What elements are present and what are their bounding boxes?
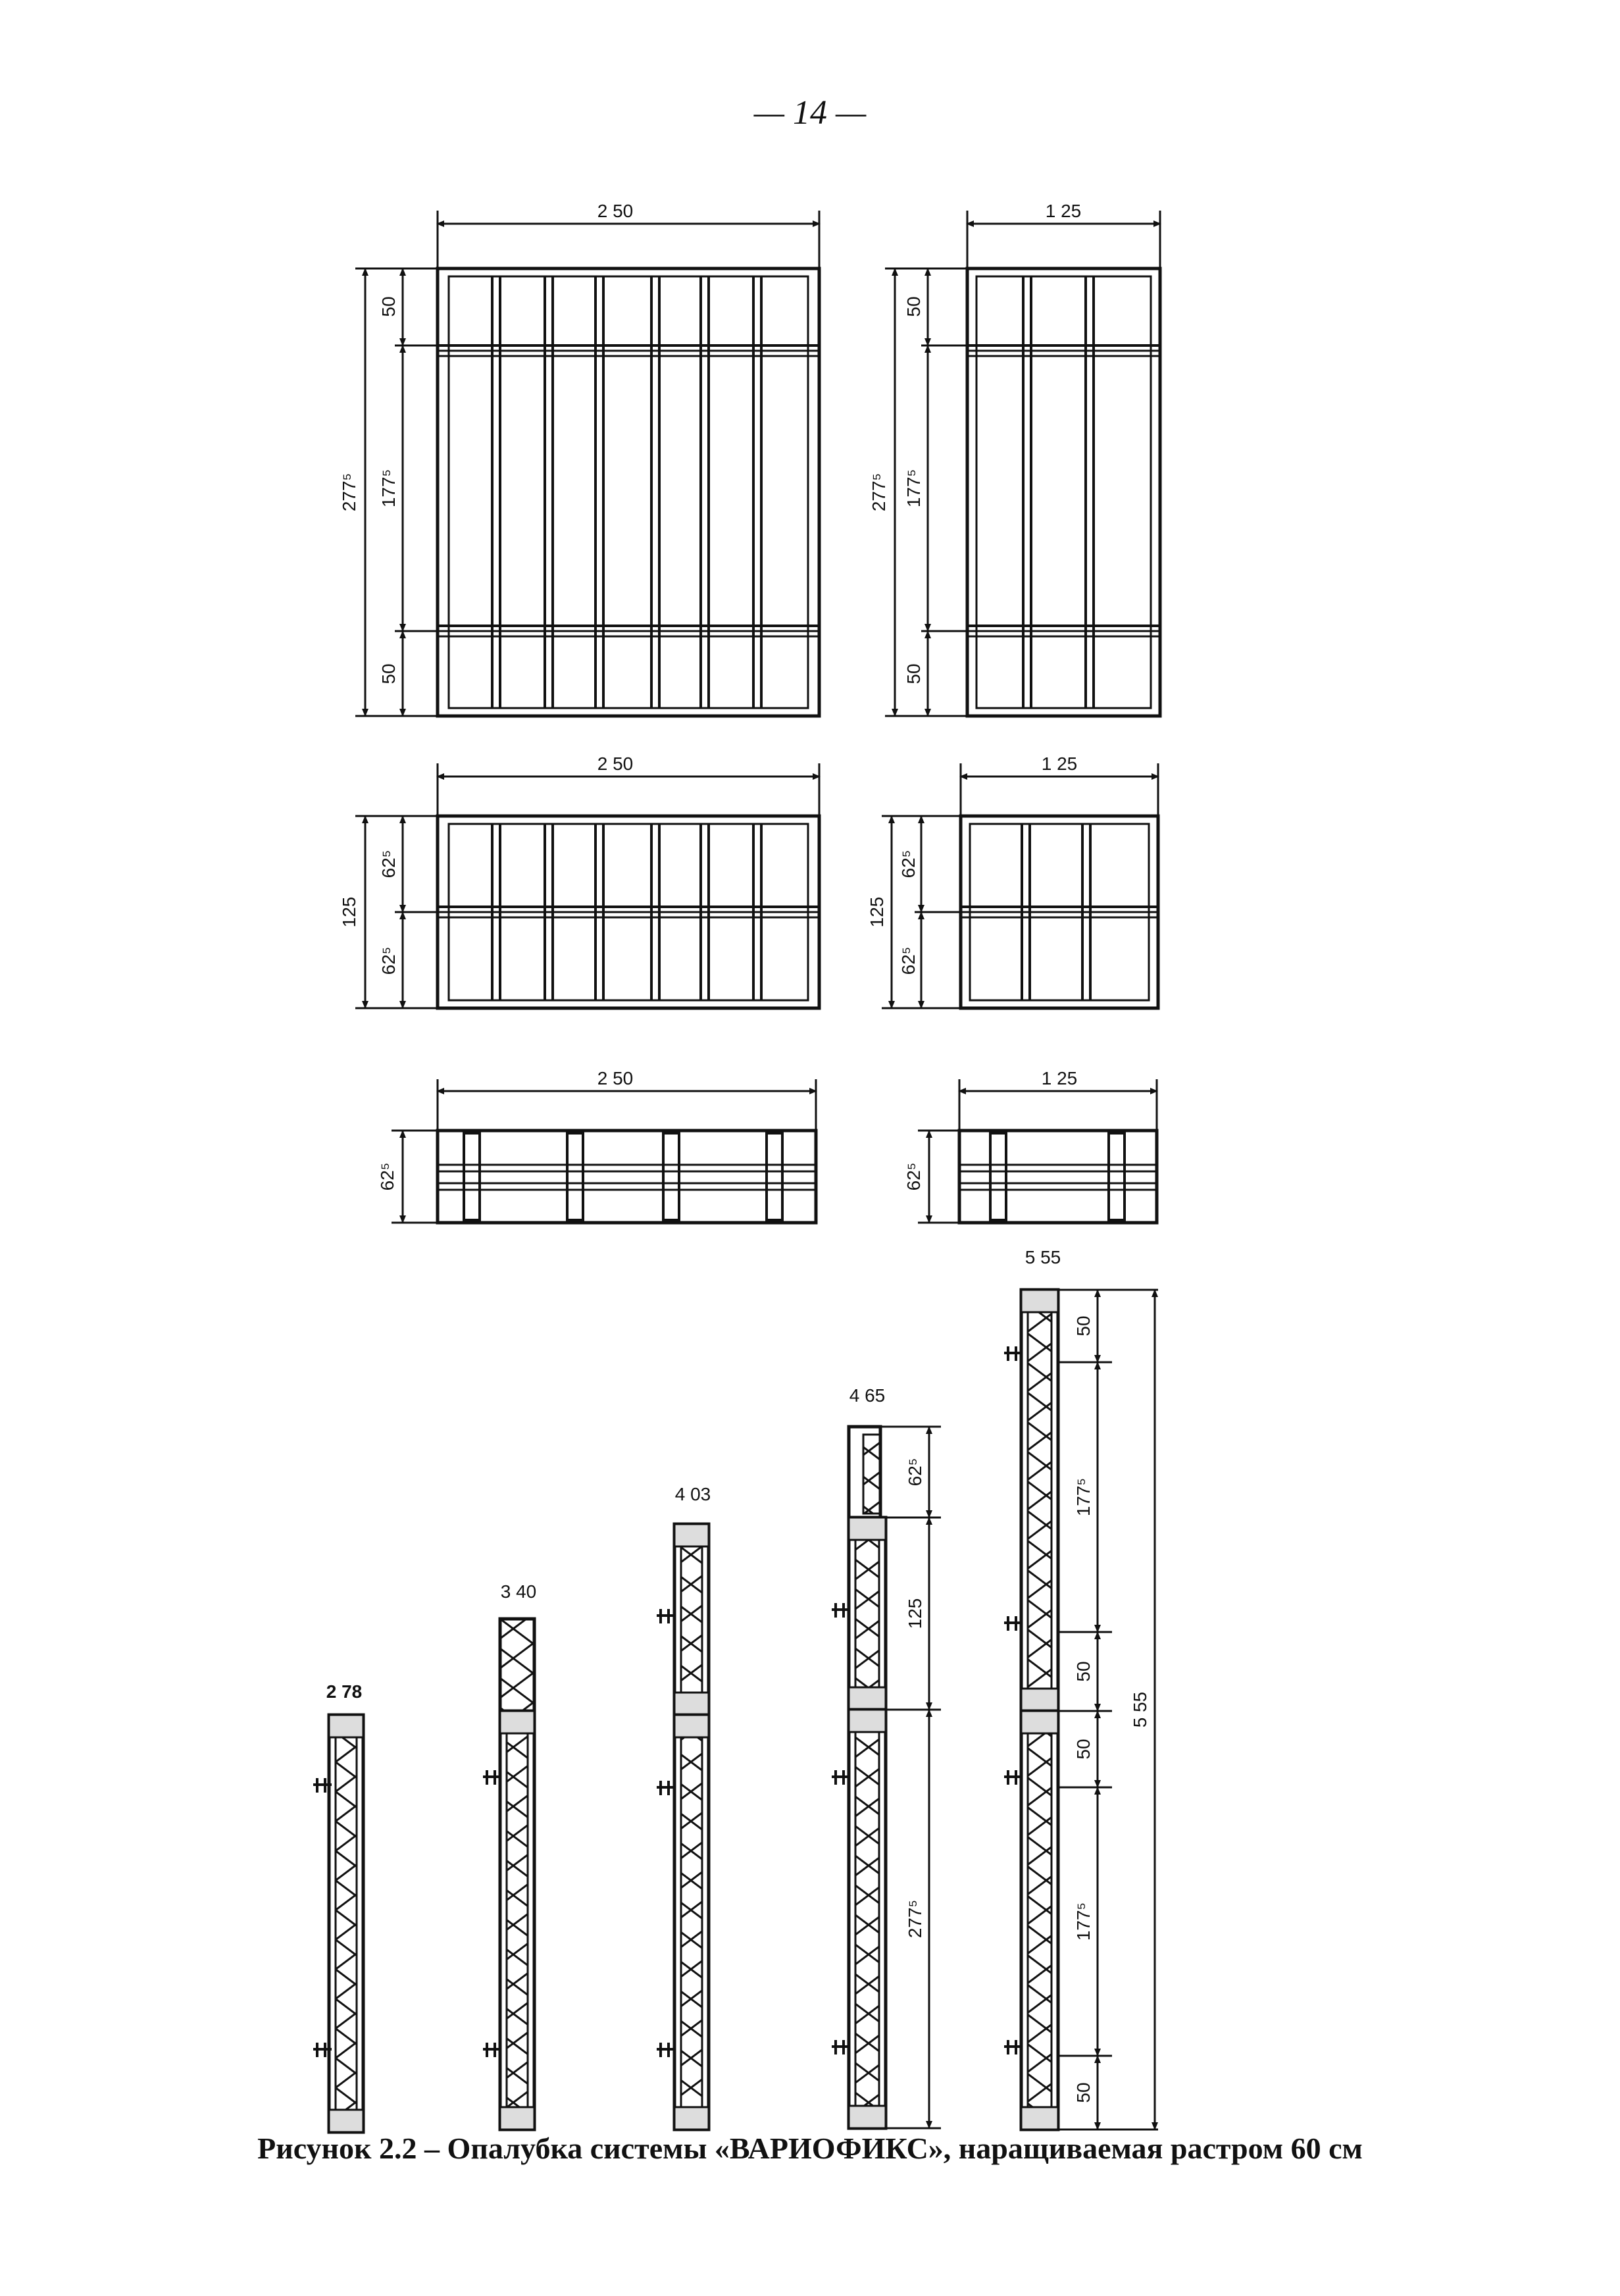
assembly-465: [832, 1427, 941, 2128]
panel-large-tall: [355, 211, 820, 716]
panel-small-mid: [882, 763, 1159, 1008]
panel-small-short: [918, 1079, 1157, 1223]
small-tall-mid-label: 177⁵: [903, 469, 924, 508]
assembly-403-height-label: 4 03: [674, 1484, 711, 1504]
assembly-278: [313, 1715, 363, 2132]
large-mid-upper-label: 62⁵: [378, 850, 399, 879]
small-short-width-label: 1 25: [1041, 1068, 1078, 1088]
small-mid-upper-label: 62⁵: [898, 850, 919, 879]
panel-large-mid: [355, 763, 820, 1008]
assembly-465-seg-mid-label: 125: [905, 1598, 925, 1629]
assembly-555-total-label: 5 55: [1130, 1691, 1150, 1728]
large-tall-width-label: 2 50: [597, 201, 634, 221]
assembly-403: [657, 1524, 709, 2130]
large-short-width-label: 2 50: [597, 1068, 634, 1088]
assembly-555-height-label: 5 55: [1025, 1247, 1061, 1267]
assembly-555-seg2-label: 177⁵: [1073, 1477, 1094, 1517]
small-tall-top-label: 50: [903, 296, 924, 317]
large-mid-total-height-label: 125: [339, 896, 359, 928]
assembly-555-seg4-label: 50: [1073, 1739, 1094, 1760]
large-tall-bottom-label: 50: [378, 663, 399, 684]
large-mid-width-label: 2 50: [597, 753, 634, 774]
small-tall-width-label: 1 25: [1045, 201, 1082, 221]
panel-small-tall: [885, 211, 1161, 716]
assembly-465-height-label: 4 65: [849, 1385, 886, 1406]
assembly-278-height-label: 2 78: [326, 1681, 363, 1702]
small-tall-total-height-label: 277⁵: [869, 472, 889, 512]
page-number: — 14 —: [753, 94, 867, 132]
assembly-555-seg5-label: 177⁵: [1073, 1902, 1094, 1941]
small-short-height-label: 62⁵: [903, 1162, 924, 1191]
small-mid-total-height-label: 125: [867, 896, 887, 928]
assembly-340-height-label: 3 40: [500, 1581, 537, 1602]
assembly-465-seg-top-label: 62⁵: [905, 1458, 925, 1487]
assembly-340: [483, 1619, 534, 2130]
large-short-height-label: 62⁵: [377, 1162, 397, 1191]
panel-large-short: [392, 1079, 817, 1223]
assembly-555-seg1-label: 50: [1073, 1315, 1094, 1337]
assembly-465-seg-bottom-label: 277⁵: [905, 1899, 925, 1939]
assembly-555-seg6-label: 50: [1073, 2082, 1094, 2103]
large-mid-lower-label: 62⁵: [378, 946, 399, 975]
figure-caption: Рисунок 2.2 – Опалубка системы «ВАРИОФИКС», наращиваемая растром 60 см: [257, 2131, 1363, 2165]
large-tall-mid-label: 177⁵: [378, 469, 399, 508]
small-mid-width-label: 1 25: [1041, 753, 1078, 774]
large-tall-top-label: 50: [378, 296, 399, 317]
small-mid-lower-label: 62⁵: [898, 946, 919, 975]
large-tall-total-height-label: 277⁵: [339, 472, 359, 512]
assembly-555-seg3-label: 50: [1073, 1661, 1094, 1682]
small-tall-bottom-label: 50: [903, 663, 924, 684]
